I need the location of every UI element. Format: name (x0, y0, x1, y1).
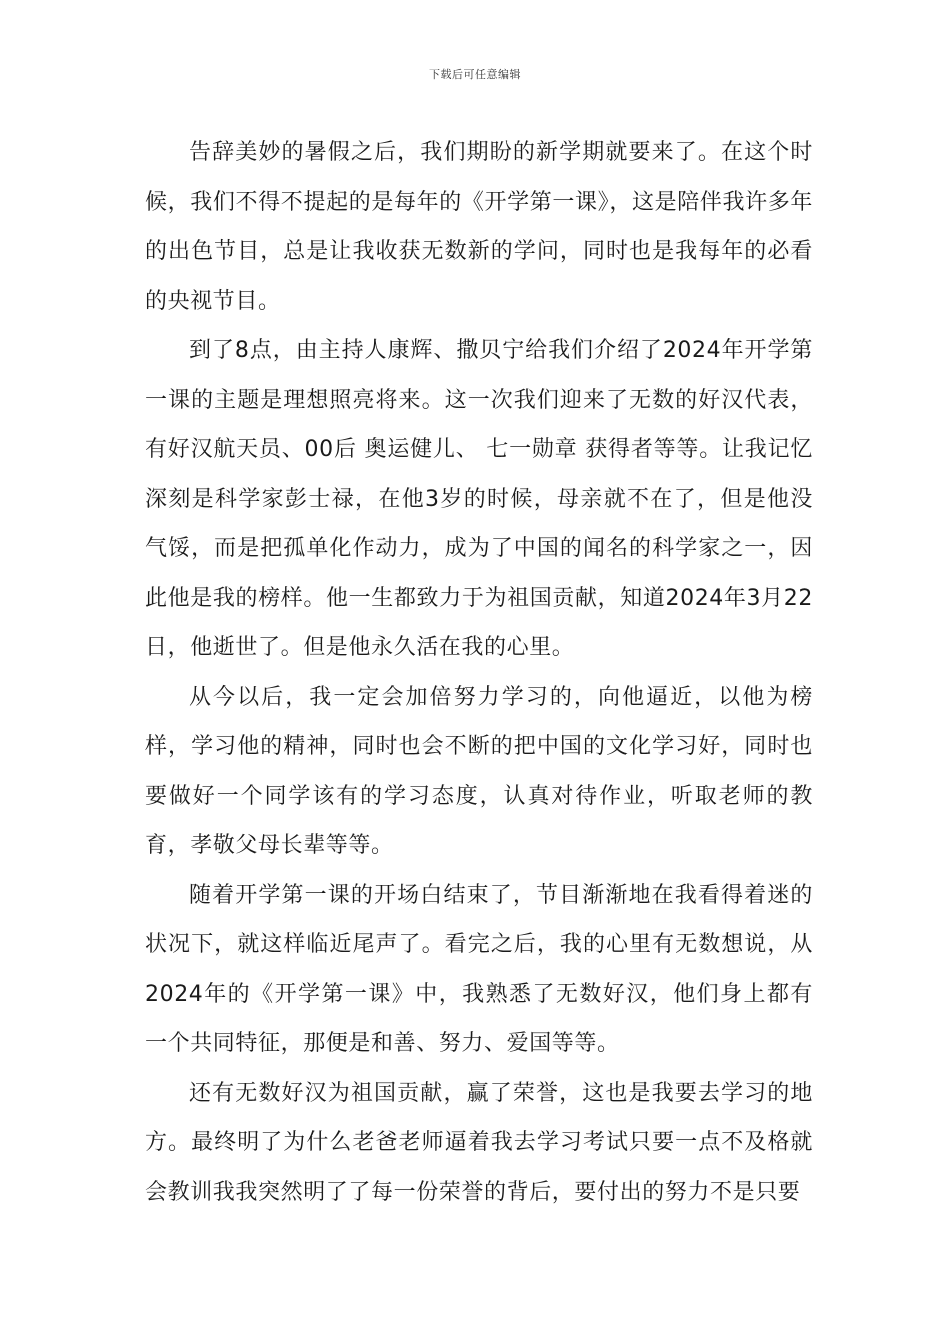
paragraph-1: 告辞美妙的暑假之后，我们期盼的新学期就要来了。在这个时候，我们不得不提起的是每年的《开学第一课》，这是陪伴我许多年的出色节目，总是让我收获无数新的学问，同时也是我每年的必看的央视节目。 (145, 140, 813, 314)
paragraph-4: 随着开学第一课的开场白结束了，节目渐渐地在我看得着迷的状况下，就这样临近尾声了。看完之后，我的心里有无数想说，从2024年的《开学第一课》中，我熟悉了无数好汉，他们身上都有一个共同特征，那便是和善、努力、爱国等等。 (145, 882, 813, 1056)
header-note: 下载后可任意编辑 (429, 68, 521, 81)
paragraph-5: 还有无数好汉为祖国贡献，赢了荣誉，这也是我要去学习的地方。最终明了为什么老爸老师逼着我去学习考试只要一点不及格就会教训我我突然明了了每一份荣誉的背后，要付出的努力不是只要 (145, 1080, 813, 1205)
paragraph-2: 到了8点，由主持人康辉、撒贝宁给我们介绍了2024年开学第一课的主题是理想照亮将来。这一次我们迎来了无数的好汉代表，有好汉航天员、00后 奥运健儿、 七一勋章 获得者等等。让我记忆深刻是科学家彭士禄，在他3岁的时候，母亲就不在了，但是他没气馁，而是把孤单化作动力，成为了中国的闻名的科学家之一，因此他是我的榜样。他一生都致力于为祖国贡献，知道2024年3月22日，他逝世了。但是他永久活在我的心里。 (145, 338, 813, 660)
paragraph-3: 从今以后，我一定会加倍努力学习的，向他逼近，以他为榜样，学习他的精神，同时也会不断的把中国的文化学习好，同时也要做好一个同学该有的学习态度，认真对待作业，听取老师的教育，孝敬父母长辈等等。 (145, 684, 813, 858)
document-body (145, 128, 813, 1217)
